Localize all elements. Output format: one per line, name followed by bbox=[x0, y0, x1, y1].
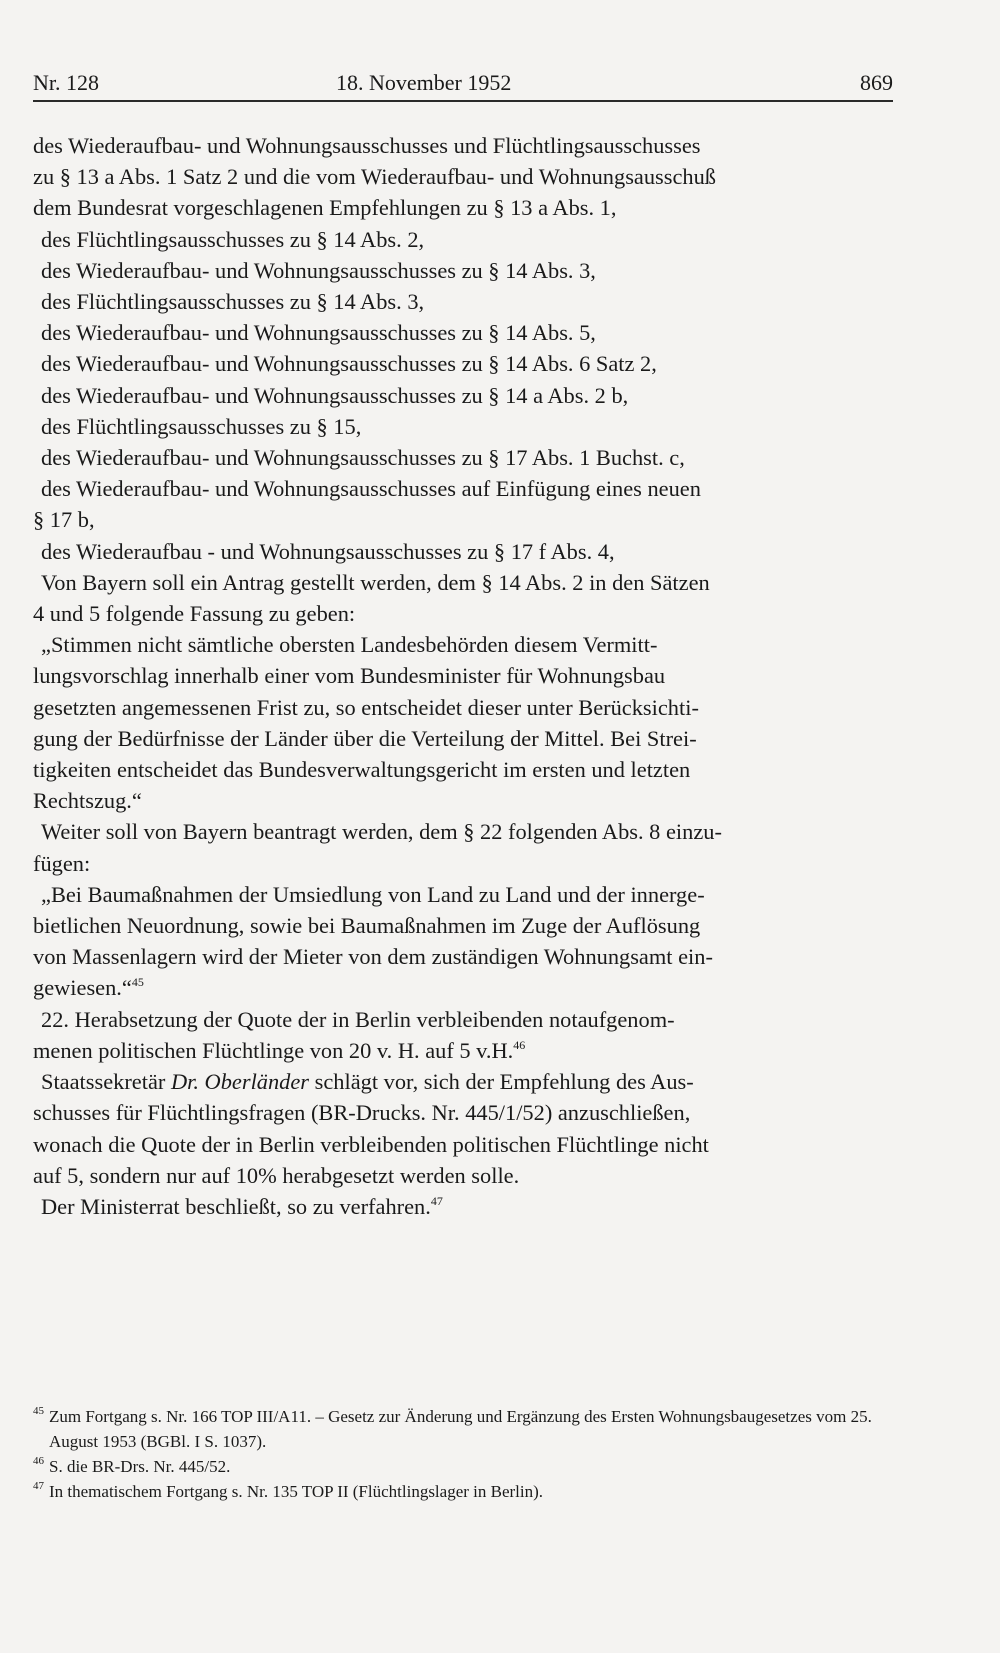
body-line: fügen: bbox=[33, 850, 91, 876]
body-line: des Wiederaufbau- und Wohnungsausschusses auf Einfügung eines neuen bbox=[41, 476, 701, 502]
quote-line: Rechtszug.“ bbox=[33, 788, 142, 814]
agenda-item-title: 22. Herabsetzung der Quote der in Berlin verbleibenden notaufgenom- bbox=[41, 1006, 675, 1032]
quote-end-text: gewiesen.“ bbox=[33, 975, 132, 1001]
body-line: des Wiederaufbau- und Wohnungsausschusses zu § 17 Abs. 1 Buchst. c, bbox=[41, 445, 685, 471]
body-line: Von Bayern soll ein Antrag gestellt werden, dem § 14 Abs. 2 in den Sätzen bbox=[41, 569, 710, 595]
quote-line: lungsvorschlag innerhalb einer vom Bundesminister für Wohnungsbau bbox=[33, 663, 666, 689]
body-line-text: schlägt vor, sich der Empfehlung des Aus- bbox=[314, 1069, 694, 1095]
footnote-number: 45 bbox=[33, 1405, 44, 1417]
body-text bbox=[33, 130, 871, 1222]
quote-line bbox=[33, 972, 871, 1003]
body-line: dem Bundesrat vorgeschlagenen Empfehlungen zu § 13 a Abs. 1, bbox=[33, 195, 617, 221]
body-line: des Flüchtlingsausschusses zu § 14 Abs. 3, bbox=[41, 289, 425, 315]
body-line: des Flüchtlingsausschusses zu § 14 Abs. 2, bbox=[41, 226, 425, 252]
body-line: § 17 b, bbox=[33, 507, 95, 533]
agenda-item-title bbox=[33, 1035, 871, 1066]
body-line: des Wiederaufbau- und Wohnungsausschusses und Flüchtlingsausschusses bbox=[33, 133, 701, 158]
running-header bbox=[33, 66, 893, 102]
body-line: des Wiederaufbau- und Wohnungsausschusses zu § 14 Abs. 5, bbox=[41, 320, 596, 346]
body-line: schusses für Flüchtlingsfragen (BR-Drucks. Nr. 445/1/52) anzuschließen, bbox=[33, 1100, 691, 1126]
body-line: 4 und 5 folgende Fassung zu geben: bbox=[33, 601, 356, 627]
quote-line: gung der Bedürfnisse der Länder über die Verteilung der Mittel. Bei Strei- bbox=[33, 725, 697, 751]
footnote-number: 47 bbox=[33, 1480, 44, 1492]
body-line: des Wiederaufbau- und Wohnungsausschusses zu § 14 a Abs. 2 b, bbox=[41, 382, 629, 408]
footnote-ref-45[interactable]: 45 bbox=[131, 975, 144, 990]
quote-line: „Bei Baumaßnahmen der Umsiedlung von Land zu Land und der innerge- bbox=[41, 881, 705, 907]
footnote-45 bbox=[33, 1404, 893, 1454]
agenda-item-title-end: menen politischen Flüchtlinge von 20 v. H. auf 5 v.H. bbox=[33, 1037, 514, 1063]
header-date: 18. November 1952 bbox=[336, 70, 512, 95]
body-line: des Wiederaufbau - und Wohnungsausschusses zu § 17 f Abs. 4, bbox=[41, 538, 615, 564]
decision-text: Der Ministerrat beschließt, so zu verfahren. bbox=[41, 1193, 431, 1219]
footnote-number: 46 bbox=[33, 1455, 44, 1467]
quote-line: „Stimmen nicht sämtliche obersten Landesbehörden diesem Vermitt- bbox=[41, 632, 658, 658]
body-line: wonach die Quote der in Berlin verbleibenden politischen Flüchtlinge nicht bbox=[33, 1131, 709, 1157]
footnote-text: Zum Fortgang s. Nr. 166 TOP III/A11. – Gesetz zur Änderung und Ergänzung des Ersten Wohnungsbaugesetzes vom 25. August 1953 (BGBl. I S. 1037). bbox=[49, 1407, 872, 1451]
footnote-text: S. die BR-Drs. Nr. 445/52. bbox=[49, 1457, 231, 1476]
footnote-46 bbox=[33, 1454, 893, 1479]
quote-line: bietlichen Neuordnung, sowie bei Baumaßnahmen im Zuge der Auflösung bbox=[33, 913, 701, 939]
body-line: Weiter soll von Bayern beantragt werden, dem § 22 folgenden Abs. 8 einzu- bbox=[41, 819, 722, 845]
body-line: des Wiederaufbau- und Wohnungsausschusses zu § 14 Abs. 6 Satz 2, bbox=[41, 351, 657, 377]
body-line: auf 5, sondern nur auf 10% herabgesetzt werden solle. bbox=[33, 1162, 520, 1188]
decision-line bbox=[33, 1191, 871, 1222]
quote-line: tigkeiten entscheidet das Bundesverwaltungsgericht im ersten und letzten bbox=[33, 757, 691, 783]
footnote-ref-46[interactable]: 46 bbox=[513, 1037, 526, 1052]
body-line: des Wiederaufbau- und Wohnungsausschusses zu § 14 Abs. 3, bbox=[41, 257, 596, 283]
body-line bbox=[33, 1066, 871, 1097]
quote-line: gesetzten angemessenen Frist zu, so entscheidet dieser unter Berücksichti- bbox=[33, 694, 699, 720]
quote-line: von Massenlagern wird der Mieter von dem zuständigen Wohnungsamt ein- bbox=[33, 944, 713, 970]
speaker-name: Dr. Oberländer bbox=[170, 1069, 310, 1095]
body-line: zu § 13 a Abs. 1 Satz 2 und die vom Wiederaufbau- und Wohnungsausschuß bbox=[33, 164, 716, 190]
footnote-ref-47[interactable]: 47 bbox=[430, 1193, 443, 1208]
footnotes bbox=[33, 1404, 893, 1504]
footnote-47 bbox=[33, 1479, 893, 1504]
body-line: des Flüchtlingsausschusses zu § 15, bbox=[41, 413, 362, 439]
page-number: 869 bbox=[860, 70, 893, 95]
speaker-title: Staatssekretär bbox=[41, 1069, 166, 1095]
document-number: Nr. 128 bbox=[33, 70, 99, 95]
footnote-text: In thematischem Fortgang s. Nr. 135 TOP II (Flüchtlingslager in Berlin). bbox=[49, 1482, 544, 1501]
